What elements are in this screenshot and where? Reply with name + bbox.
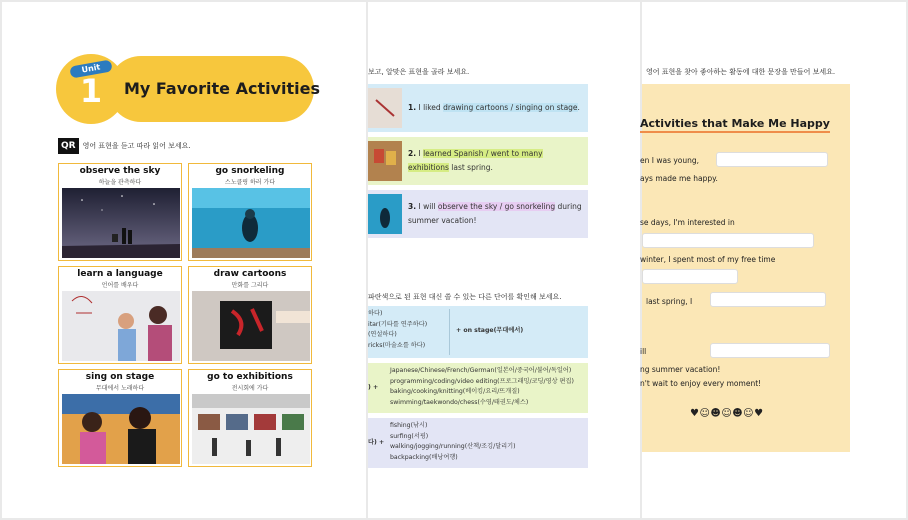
card-subtitle: 스노클링 하러 가다 bbox=[224, 179, 276, 186]
qr-instruction: 영어 표현을 듣고 따라 읽어 보세요. bbox=[82, 142, 191, 150]
writing-line: n't wait to enjoy every moment! bbox=[640, 379, 762, 388]
writing-line: last spring, I bbox=[646, 297, 693, 306]
answer-blank[interactable] bbox=[642, 269, 738, 284]
sentence-number: 2. bbox=[408, 149, 417, 158]
sentence-text bbox=[408, 200, 584, 228]
activity-card bbox=[58, 369, 182, 467]
answer-blank[interactable] bbox=[710, 343, 830, 358]
vocab-line: surfing(서핑) bbox=[390, 432, 429, 440]
card-title: draw cartoons bbox=[213, 269, 287, 279]
unit-title: My Favorite Activities bbox=[124, 79, 320, 98]
vocab-line: 하다) bbox=[368, 310, 383, 317]
vocab-box-1-right: + on stage(무대에서) bbox=[456, 327, 524, 334]
vocab-box-3 bbox=[368, 418, 588, 468]
vocab-line: walking/jogging/running(산책/조깅/달리기) bbox=[390, 443, 516, 450]
vocab-line: Japanese/Chinese/French/German(일본어/중국어/불어/독일어) bbox=[390, 367, 572, 374]
activity-card bbox=[188, 369, 312, 467]
writing-line: ill bbox=[640, 347, 647, 356]
vocab-line: itar(기타를 연주하다) bbox=[368, 320, 428, 328]
writing-line: ays made me happy. bbox=[640, 174, 718, 183]
choice-highlight[interactable]: drawing cartoons / singing on stage bbox=[443, 103, 578, 112]
sentence-post: last spring. bbox=[448, 163, 493, 172]
writing-line: en I was young, bbox=[640, 156, 700, 165]
vocab-box-1 bbox=[368, 306, 588, 358]
vocab-box-2-left: ) + bbox=[368, 384, 379, 391]
snorkel-thumb bbox=[368, 194, 402, 234]
writing-paper bbox=[642, 84, 850, 452]
sentence-number: 1. bbox=[408, 103, 417, 112]
vocab-box-1-left bbox=[368, 309, 450, 355]
stage-photo bbox=[62, 394, 178, 463]
sentence-row bbox=[368, 84, 588, 132]
card-subtitle: 언어를 배우다 bbox=[101, 282, 139, 289]
sky-photo bbox=[62, 188, 178, 257]
page-2 bbox=[368, 2, 640, 518]
activity-card bbox=[188, 266, 312, 364]
sentence-text bbox=[408, 101, 584, 115]
sentence-pre: I bbox=[418, 149, 424, 158]
card-title: go snorkeling bbox=[215, 166, 285, 176]
instruction-top: 보고, 알맞은 표현을 골라 보세요. bbox=[368, 68, 470, 76]
instruction: 영어 표현을 찾아 좋아하는 활동에 대한 문장을 만들어 보세요. bbox=[646, 68, 836, 76]
answer-blank[interactable] bbox=[710, 292, 826, 307]
writing-line: se days, I'm interested in bbox=[640, 218, 735, 227]
page-1 bbox=[2, 2, 366, 518]
heart-smiley-decoration: ♥☺☻☺☻☺♥ bbox=[690, 408, 764, 419]
snorkel-photo bbox=[192, 188, 308, 257]
page-3 bbox=[642, 2, 906, 518]
exhibition-thumb bbox=[368, 141, 402, 181]
sentence-pre: I liked bbox=[418, 103, 444, 112]
cartoon-photo bbox=[192, 291, 308, 360]
instruction-bottom: 파란색으로 된 표현 대신 쓸 수 있는 다른 단어를 확인해 보세요. bbox=[368, 293, 562, 301]
answer-blank[interactable] bbox=[642, 233, 814, 248]
card-title: go to exhibitions bbox=[207, 372, 293, 382]
writing-line: ng summer vacation! bbox=[640, 365, 721, 374]
unit-number: 1 bbox=[79, 72, 103, 110]
language-photo bbox=[62, 291, 178, 360]
vocab-box-2-lines bbox=[390, 366, 574, 408]
paper-title: Activities that Make Me Happy bbox=[640, 117, 830, 133]
activity-card bbox=[188, 163, 312, 261]
vocab-line: ricks(마술쇼를 하다) bbox=[368, 341, 426, 349]
card-subtitle: 무대에서 노래하다 bbox=[95, 385, 145, 392]
card-title: sing on stage bbox=[85, 372, 155, 382]
choice-highlight[interactable]: learned Spanish / went to many exhibitions bbox=[408, 149, 543, 172]
sentence-row bbox=[368, 190, 588, 238]
vocab-line: fishing(낚시) bbox=[390, 422, 428, 429]
vocab-box-3-lines bbox=[390, 421, 516, 463]
vocab-box-3-left: 다) + bbox=[368, 439, 385, 446]
qr-row bbox=[58, 138, 191, 154]
vocab-line: backpacking(배낭여행) bbox=[390, 453, 458, 461]
card-subtitle: 전시회에 가다 bbox=[231, 385, 269, 392]
exhibition-photo bbox=[192, 394, 308, 463]
sentence-row bbox=[368, 137, 588, 185]
card-title: learn a language bbox=[77, 269, 163, 279]
answer-blank[interactable] bbox=[716, 152, 828, 167]
vocab-box-2 bbox=[368, 363, 588, 413]
vocab-line: programming/coding/video editing(프로그래밍/코딩/영상 편집) bbox=[390, 377, 574, 385]
vocab-line: baking/cooking/knitting(베이킹/요리/뜨개질) bbox=[390, 388, 520, 395]
card-title: observe the sky bbox=[79, 166, 161, 176]
activity-card bbox=[58, 266, 182, 364]
writing-line: winter, I spent most of my free time bbox=[640, 255, 776, 264]
sentence-pre: I will bbox=[418, 202, 438, 211]
vocab-line: (연설하다) bbox=[368, 331, 397, 338]
sentence-post: during summer vacation! bbox=[408, 202, 582, 225]
qr-badge[interactable]: QR bbox=[58, 138, 79, 154]
sentence-post: . bbox=[577, 103, 580, 112]
card-subtitle: 만화를 그리다 bbox=[231, 282, 269, 289]
choice-highlight[interactable]: observe the sky / go snorkeling bbox=[437, 202, 556, 211]
vocab-line: swimming/taekwondo/chess(수영/태권도/체스) bbox=[390, 398, 529, 406]
sentence-text bbox=[408, 147, 584, 175]
unit-tag: Unit bbox=[69, 59, 112, 78]
unit-banner bbox=[56, 54, 320, 124]
card-subtitle: 하늘을 관측하다 bbox=[98, 179, 142, 186]
sentence-number: 3. bbox=[408, 202, 417, 211]
drawing-thumb bbox=[368, 88, 402, 128]
activity-card bbox=[58, 163, 182, 261]
